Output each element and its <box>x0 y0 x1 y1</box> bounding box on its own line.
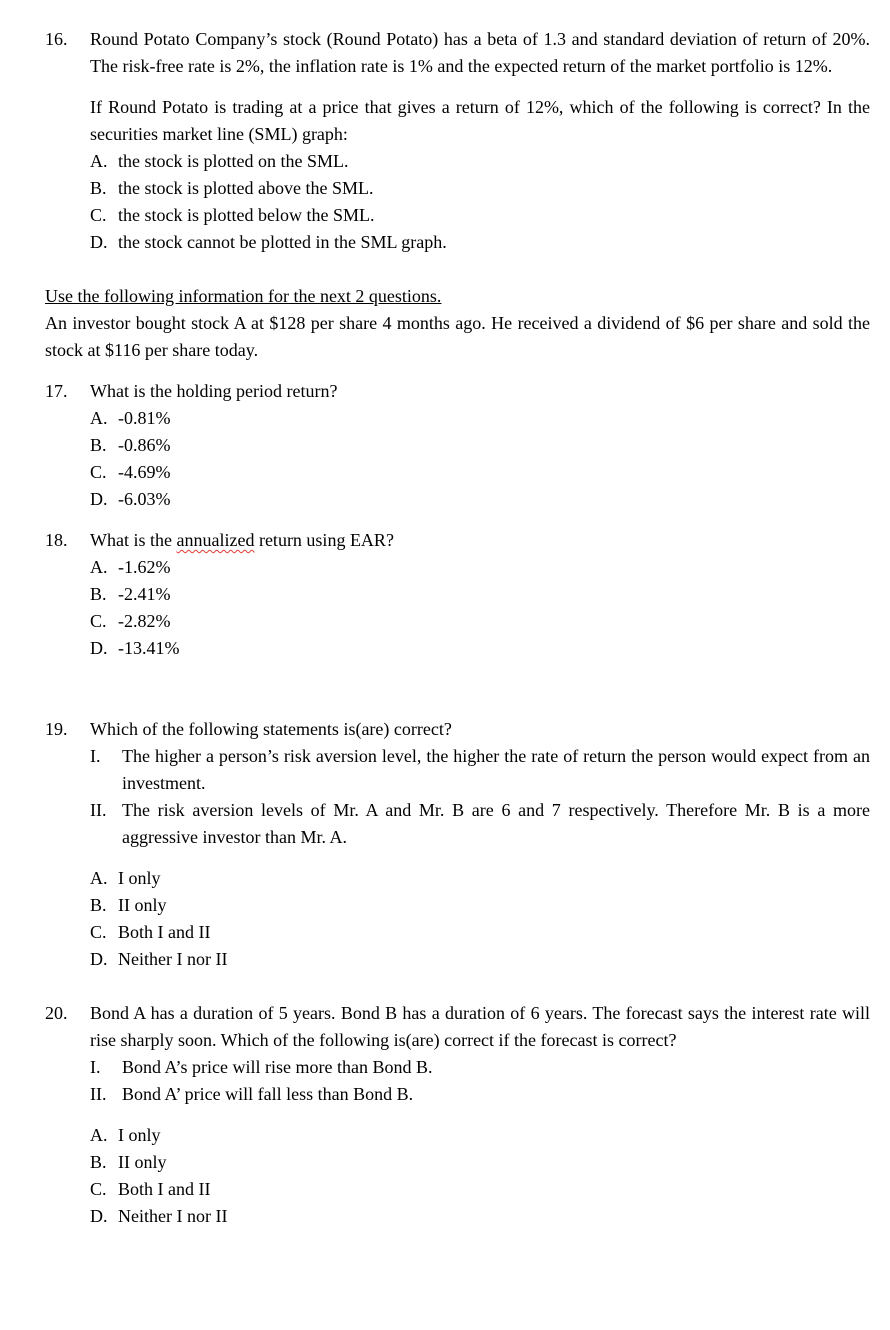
option-text: -6.03% <box>118 489 171 509</box>
option-text: I only <box>118 868 161 888</box>
option-letter: A. <box>90 557 108 577</box>
option-row <box>90 1149 870 1176</box>
option-letter: C. <box>90 611 107 631</box>
option-text: I only <box>118 1125 161 1145</box>
stem-text: return using EAR? <box>254 530 394 550</box>
option-text: Both I and II <box>118 1179 211 1199</box>
option-row <box>90 405 870 432</box>
option-letter: B. <box>90 895 107 915</box>
option-row <box>90 946 870 973</box>
question-17 <box>45 378 870 513</box>
option-text: -4.69% <box>118 462 171 482</box>
question-paragraph: Round Potato Company’s stock (Round Potato) has a beta of 1.3 and standard deviation of return of 20%. The risk-free rate is 2%, the inflation rate is 1% and the expected return of the market portfolio is 12%. <box>90 29 870 76</box>
option-letter: D. <box>90 638 108 658</box>
option-text: Neither I nor II <box>118 949 228 969</box>
statement-row <box>90 1054 870 1081</box>
question-stem: Which of the following statements is(are) correct? <box>90 719 452 739</box>
option-letter: D. <box>90 232 108 252</box>
statement-numeral: I. <box>90 1057 101 1077</box>
option-text: -2.82% <box>118 611 171 631</box>
option-row <box>90 1122 870 1149</box>
question-number: 19. <box>45 719 68 739</box>
option-text: II only <box>118 1152 167 1172</box>
option-row <box>90 459 870 486</box>
question-number: 17. <box>45 381 68 401</box>
question-16 <box>45 26 870 256</box>
option-text: -0.81% <box>118 408 171 428</box>
option-row <box>90 919 870 946</box>
option-letter: C. <box>90 922 107 942</box>
option-text: Neither I nor II <box>118 1206 228 1226</box>
option-letter: D. <box>90 1206 108 1226</box>
option-letter: D. <box>90 489 108 509</box>
question-number: 18. <box>45 530 68 550</box>
option-text: the stock cannot be plotted in the SML graph. <box>118 232 447 252</box>
statement-numeral: II. <box>90 800 107 820</box>
option-row <box>90 581 870 608</box>
option-row <box>90 865 870 892</box>
statement-text: Bond A’ price will fall less than Bond B. <box>122 1084 414 1104</box>
option-letter: B. <box>90 435 107 455</box>
spellcheck-word: annualized <box>176 530 255 550</box>
question-18 <box>45 527 870 662</box>
option-text: -1.62% <box>118 557 171 577</box>
option-text: the stock is plotted on the SML. <box>118 151 349 171</box>
question-19 <box>45 716 870 973</box>
option-text: the stock is plotted below the SML. <box>118 205 375 225</box>
question-number: 20. <box>45 1003 68 1023</box>
option-letter: C. <box>90 1179 107 1199</box>
option-letter: A. <box>90 408 108 428</box>
option-letter: C. <box>90 462 107 482</box>
option-letter: A. <box>90 151 108 171</box>
option-letter: C. <box>90 205 107 225</box>
option-text: II only <box>118 895 167 915</box>
question-stem <box>90 527 870 554</box>
question-paragraph: If Round Potato is trading at a price that gives a return of 12%, which of the following is correct? In the securities market line (SML) graph: <box>90 97 870 144</box>
option-text: -13.41% <box>118 638 180 658</box>
question-20 <box>45 1000 870 1230</box>
option-row <box>90 202 870 229</box>
option-row <box>90 175 870 202</box>
option-text: the stock is plotted above the SML. <box>118 178 374 198</box>
statement-numeral: II. <box>90 1084 107 1104</box>
stem-text: What is the <box>90 530 177 550</box>
option-row <box>90 1176 870 1203</box>
option-row <box>90 229 870 256</box>
shared-info-block <box>45 283 870 364</box>
question-stem: What is the holding period return? <box>90 381 338 401</box>
option-row <box>90 635 870 662</box>
option-row <box>90 892 870 919</box>
info-heading: Use the following information for the next 2 questions. <box>45 286 442 306</box>
option-letter: B. <box>90 178 107 198</box>
option-letter: A. <box>90 1125 108 1145</box>
option-letter: A. <box>90 868 108 888</box>
option-row <box>90 554 870 581</box>
info-body: An investor bought stock A at $128 per share 4 months ago. He received a dividend of $6 per share and sold the stock at $116 per share today. <box>45 313 870 360</box>
statement-row <box>90 797 870 851</box>
option-text: -2.41% <box>118 584 171 604</box>
option-letter: B. <box>90 1152 107 1172</box>
option-text: -0.86% <box>118 435 171 455</box>
option-row <box>90 486 870 513</box>
option-row <box>90 432 870 459</box>
statement-row <box>90 743 870 797</box>
statement-numeral: I. <box>90 746 101 766</box>
question-number: 16. <box>45 29 68 49</box>
option-row <box>90 608 870 635</box>
option-letter: B. <box>90 584 107 604</box>
option-text: Both I and II <box>118 922 211 942</box>
statement-text: The higher a person’s risk aversion level, the higher the rate of return the person would expect from an investment. <box>122 746 870 793</box>
statement-row <box>90 1081 870 1108</box>
option-letter: D. <box>90 949 108 969</box>
option-row <box>90 1203 870 1230</box>
option-row <box>90 148 870 175</box>
statement-text: The risk aversion levels of Mr. A and Mr. B are 6 and 7 respectively. Therefore Mr. B is a more aggressive investor than Mr. A. <box>122 800 870 847</box>
question-stem: Bond A has a duration of 5 years. Bond B has a duration of 6 years. The forecast says the interest rate will rise sharply soon. Which of the following is(are) correct if the forecast is correct? <box>90 1003 870 1050</box>
statement-text: Bond A’s price will rise more than Bond B. <box>122 1057 433 1077</box>
